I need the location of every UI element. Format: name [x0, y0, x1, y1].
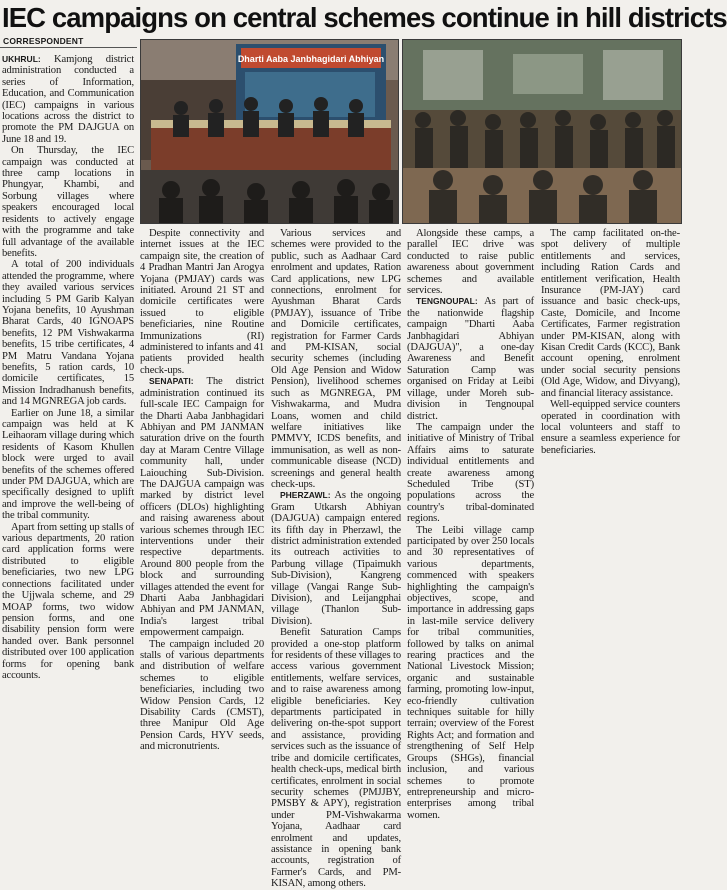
byline: CORRESPONDENT	[3, 36, 84, 46]
paragraph: Benefit Saturation Camps provided a one-stop platform for residents of these villages to access various government entitlements, welfare services, and to raise awareness among eligible beneficiaries. Key departments participated in delivering on-the-spot support and assistance, providing services such as the issuance of tribe and domicile certificates, health check-ups, medical birth certificates, enrolment in social security schemes (PMJJBY, PMSBY & APY), registration under PM-Vishwakarma Yojana, Aadhaar card enrolment and updates, assistance in opening bank accounts, registration of Farmer's Cards, and PM-KISAN, among others.	[271, 627, 401, 890]
photo-stage-image	[141, 40, 398, 223]
paragraph: The camp facilitated on-the-spot delivery of multiple entitlements and services, including Ration Cards and entitlement verification, Health Insurance (PM-JAY) card issuance and basic check-ups, Caste, Domicile, and Income Certificates, Farmer registration under PM-KISAN, along with Kisan Credit Cards (KCC), Bank account opening, enrolment under social security pensions (Old Age, Widow, and Divyang), and financial literacy assistance.	[541, 228, 680, 399]
article-column-3	[271, 228, 401, 890]
article-column-2	[140, 228, 264, 753]
paragraph: The campaign included 20 stalls of various departments and distribution of welfare schemes to eligible beneficiaries, including two Widow Pension Cards, 12 Disability Cards (CMST), three Manipur Old Age Pension Cards, HYV seeds, and micronutrients.	[140, 638, 264, 753]
paragraph: Earlier on June 18, a similar campaign was held at K Leihaoram village during which residents of Kasom Khullen block were urged to avail benefits of the schemes offered under PM DAJGUA, which are specifically designed to uplift and improve the well-being of the tribal community.	[2, 407, 134, 522]
paragraph: PHERZAWL: As the ongoing Gram Utkarsh Abhiyan (DAJGUA) campaign entered its fifth day in Pherzawl, the district administration extended its outreach activities to Parbung village (Tipaimukh Sub-Division), Kangreng village (Vangai Range Sub-Division), and Leijangphai village (Thanlon Sub-Division).	[271, 490, 401, 627]
photo-villagers-hall	[402, 39, 682, 224]
paragraph: Alongside these camps, a parallel IEC drive was conducted to raise public awareness about government schemes and available services.	[407, 228, 534, 297]
article-column-4	[407, 228, 534, 821]
article-column-5	[541, 228, 680, 688]
photo-hall-image	[403, 40, 681, 223]
paragraph: Various services and schemes were provided to the public, such as Aadhaar Card enrolment and updates, Ration Card applications, new LPG connections, enrolment for Ayushman Bharat Cards (PMJAY), issuance of Tribe and Domicile certificates, registration for Farmer Cards and PM-KISAN, social security schemes (including Old Age Pension and Widow Pension), livelihood schemes such as MGNREGA, PM Vishwakarma, and Mudra Loans, women and child welfare initiatives like PMMVY, ICDS benefits, and immunisation, as well as non-communicable disease (NCD) screenings and general health check-ups.	[271, 228, 401, 490]
paragraph: The Leibi village camp participated by over 250 locals and 30 representatives of various departments, commenced with speakers highlighting the campaign's objectives, scope, and importance in addressing gaps in last-mile service delivery for tribal communities, followed by talks on animal rearing practices and the National Livestock Mission; organic and sustainable farming, promoting low-input, eco-friendly cultivation techniques suitable for hilly terrain; overview of the Forest Rights Act; and formation and strengthening of Self Help Groups (SHGs), financial inclusion, and various schemes to promote entrepreneurship and micro-enterprises among tribal women.	[407, 524, 534, 821]
paragraph: Despite connectivity and internet issues at the IEC campaign site, the creation of 4 Pradhan Mantri Jan Arogya Yojana (PMJAY) cards was initiated. Around 21 ST and domicile certificates were issued to eligible beneficiaries, nine Routine Immunizations (RI) administered to infants and 41 patients provided health check-ups.	[140, 228, 264, 376]
paragraph: UKHRUL: Kamjong district administration conducted a series of Information, Education, and Communication (IEC) campaigns in various locations across the district to promote the PM DAJGUA on June 18 and 19.	[2, 54, 134, 145]
paragraph: TENGNOUPAL: As part of the nationwide flagship campaign "Dharti Aaba Janbhagidari Abhiyan (DAJGUA)", a one-day Awareness and Benefit Saturation Camp was organised on Friday at Leibi village, under Moreh sub-division in Tengnoupal district.	[407, 296, 534, 422]
paragraph: SENAPATI: The district administration continued its full-scale IEC Campaign for the Dharti Aaba Janbhagidari Abhiyan and PM JANMAN saturation drive on the fourth day at Maram Centre Village community hall, under Laiouching Sub-Division. The DAJGUA campaign was marked by district level officers (DLOs) highlighting and raising awareness about various schemes through IEC interventions under their respective departments. Around 800 people from the block and surrounding villages attended the event for Dharti Aaba Janbhagidari Abhiyan and PM JANMAN, India's largest tribal empowerment campaign.	[140, 376, 264, 639]
article-column-1	[2, 54, 134, 688]
paragraph: On Thursday, the IEC campaign was conducted at three camp locations in Phungyar, Khambi, and Sorbung villages where speakers encouraged local residents to actively engage with the programme and take full advantage of the available benefits.	[2, 145, 134, 259]
paragraph: Well-equipped service counters operated in coordination with local volunteers and staff to ensure a seamless experience for beneficiaries.	[541, 399, 680, 456]
stage-banner-text: Dharti Aaba Janbhagidari Abhiyan	[237, 54, 385, 64]
headline: IEC campaigns on central schemes continue in hill districts	[2, 2, 727, 33]
paragraph: Apart from setting up stalls of various departments, 20 ration card application forms were distributed to eligible beneficiaries, two new LPG connections facilitated under the Ujjwala scheme, and 29 MOAP forms, two widow pension forms, and one disability pension form were handed over. Bank personnel distributed over 100 application forms for opening bank accounts.	[2, 521, 134, 681]
photo-stage-officials	[140, 39, 399, 224]
byline-rule	[0, 47, 137, 48]
paragraph: A total of 200 individuals attended the programme, where they availed various services including 5 PM Garib Kalyan Yojana benefits, 10 Ayushman Bharat Cards, 40 IGNOAPS benefits, 12 PM Vishwakarma benefits, 15 tribe certificates, 4 PM Matru Vandana Yojana benefits, 5 ration cards, 10 domicile certificates, 15 Mission Indradhanush benefits, and 14 MGNREGA job cards.	[2, 259, 134, 408]
paragraph: The campaign under the initiative of Ministry of Tribal Affairs aims to saturate individual entitlements and create awareness among Scheduled Tribe (ST) populations across the country's tribal-dominated regions.	[407, 421, 534, 525]
